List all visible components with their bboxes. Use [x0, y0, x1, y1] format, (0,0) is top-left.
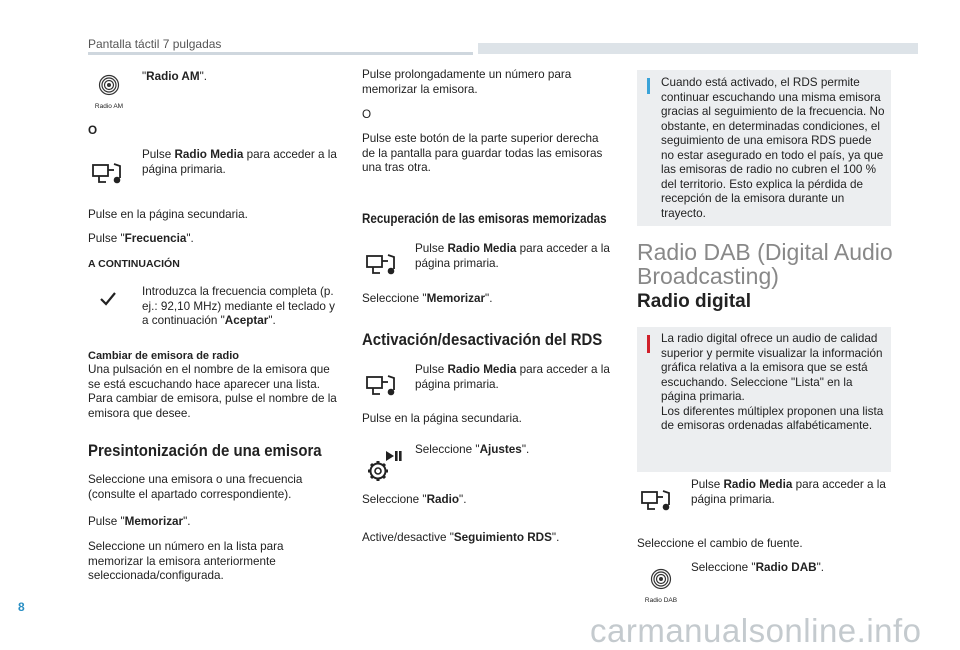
radio-am-icon-label: Radio AM	[94, 103, 124, 110]
enter-frequency-text: Introduzca la frecuencia completa (p. ej.: 92,10 MHz) mediante el teclado y a continuación "Aceptar".	[142, 285, 335, 327]
long-press-text: Pulse prolongadamente un número para memorizar la emisora.	[362, 68, 572, 96]
next-label: A CONTINUACIÓN	[88, 258, 180, 270]
dab-section-title: Radio DAB (Digital Audio Broadcasting)	[637, 239, 893, 289]
running-header: Pantalla táctil 7 pulgadas	[88, 37, 222, 51]
radio-media-instruction-4: Pulse Radio Media para acceder a la página primaria.	[691, 478, 886, 506]
warning-marker-icon	[647, 335, 650, 353]
settings-gear-icon	[366, 448, 404, 489]
rds-toggle-text: Active/desactive "Seguimiento RDS".	[362, 531, 560, 544]
radio-media-instruction-2: Pulse Radio Media para acceder a la página primaria.	[415, 242, 610, 270]
preset-text-1: Seleccione una emisora o una frecuencia (consulte el apartado correspondiente).	[88, 473, 303, 501]
page-number: 8	[18, 600, 25, 614]
preset-heading: Presintonización de una emisora	[88, 441, 322, 460]
select-memorize-text: Seleccione "Memorizar".	[362, 292, 493, 305]
radio-media-instruction-3: Pulse Radio Media para acceder a la página primaria.	[415, 363, 610, 391]
source-change-text: Seleccione el cambio de fuente.	[637, 537, 803, 550]
change-station-title: Cambiar de emisora de radio	[88, 350, 239, 362]
radio-media-icon	[641, 489, 675, 518]
secondary-page-text-2: Pulse en la página secundaria.	[362, 412, 522, 425]
radio-dab-icon-label: Radio DAB	[644, 597, 678, 604]
radio-media-instruction-1: Pulse Radio Media para acceder a la página primaria.	[142, 148, 337, 176]
watermark: carmanualsonline.info	[590, 612, 922, 649]
select-radio-text: Seleccione "Radio".	[362, 493, 467, 506]
radio-media-icon	[92, 162, 126, 191]
digital-radio-warning-text: La radio digital ofrece un audio de calidad superior y permite visualizar la información gráfica relativa a la emisora que se está escuchando. Seleccione "Lista" en la página primaria. Los diferentes múltiplex proponen una lista de emisoras ordenadas alfabéticamente.	[661, 332, 884, 432]
digital-radio-heading: Radio digital	[637, 291, 751, 312]
preset-text-3: Seleccione un número en la lista para memorizar la emisora anteriormente seleccionada/configurada.	[88, 540, 284, 582]
frequency-text: Pulse "Frecuencia".	[88, 232, 194, 245]
digital-radio-warning-box	[637, 327, 891, 472]
rds-heading: Activación/desactivación del RDS	[362, 330, 603, 349]
top-button-text: Pulse este botón de la parte superior derecha de la pantalla para guardar todas las emisoras una tras otra.	[362, 132, 603, 174]
header-band	[478, 43, 918, 54]
recall-heading: Recuperación de las emisoras memorizadas	[362, 211, 607, 226]
memorize-text: Pulse "Memorizar".	[88, 515, 191, 528]
select-dab-text: Seleccione "Radio DAB".	[691, 561, 825, 574]
radio-media-icon	[366, 374, 400, 403]
rds-info-box	[637, 70, 891, 226]
secondary-page-text: Pulse en la página secundaria.	[88, 208, 248, 221]
or-label-1: O	[88, 124, 98, 137]
radio-media-icon	[366, 253, 400, 282]
radio-am-icon	[92, 74, 126, 110]
select-settings-text: Seleccione "Ajustes".	[415, 443, 530, 456]
info-marker-icon	[647, 78, 650, 94]
check-icon	[100, 292, 116, 311]
radio-dab-icon	[642, 568, 680, 604]
or-label-2: O	[362, 108, 372, 121]
radio-am-text: "Radio AM".	[142, 70, 208, 83]
header-rule	[88, 52, 473, 55]
rds-info-text: Cuando está activado, el RDS permite continuar escuchando una misma emisora gracias al seguimiento de la frecuencia. No obstante, en determinadas condiciones, el seguimiento de una emisora RDS puede no estar asegurado en todo el país, ya que las emisoras de radio no cubren el 100 % del territorio. Esto explica la pérdida de recepción de la emisora durante un trayecto.	[661, 76, 885, 220]
change-station-text: Una pulsación en el nombre de la emisora que se está escuchando hace aparecer una lista. Para cambiar de emisora, pulse el nombre de la emisora que desee.	[88, 363, 337, 420]
